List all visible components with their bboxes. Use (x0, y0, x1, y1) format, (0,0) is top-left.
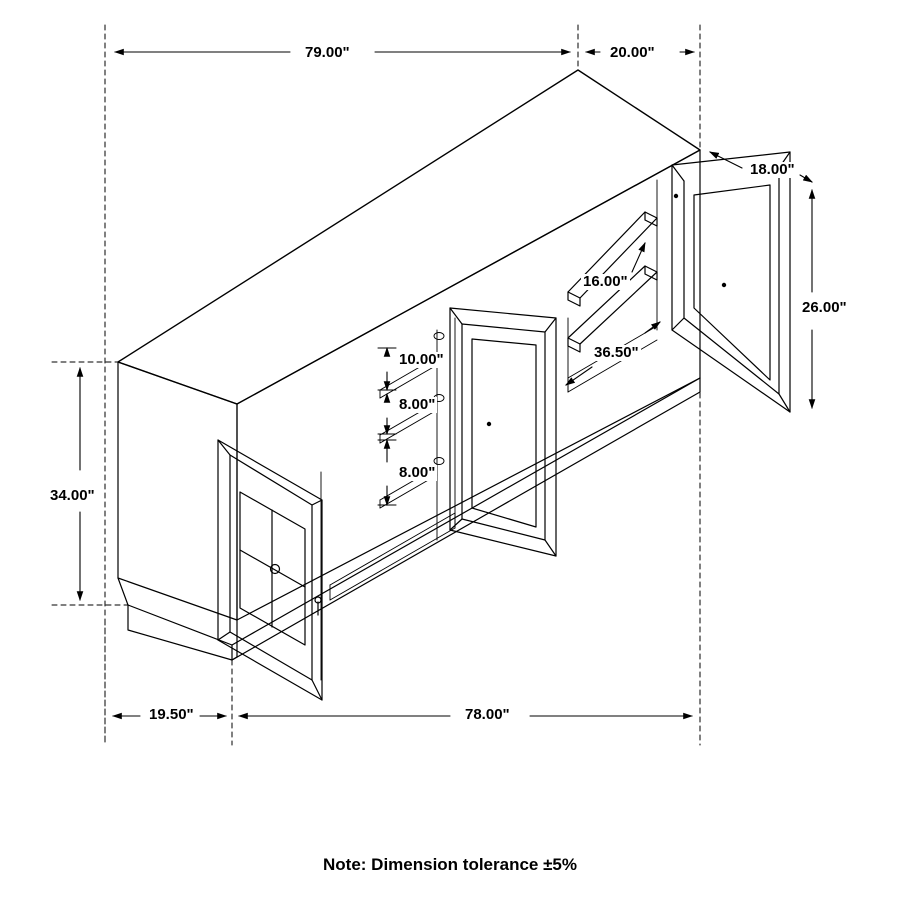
extension-lines (52, 25, 700, 745)
cabinet-plinth (118, 378, 700, 660)
dimension-label-shelf-depth: 16.00" (583, 273, 628, 290)
center-door-open (450, 308, 556, 556)
dimension-lines (80, 52, 812, 716)
cabinet-left-side (118, 362, 237, 620)
dimension-label-opening-mid: 8.00" (399, 396, 436, 413)
dimension-label-top-width: 79.00" (305, 44, 350, 61)
dimension-label-door-width: 18.00" (750, 161, 795, 178)
cabinet-front-face (237, 150, 700, 620)
dimension-label-opening-bottom: 8.00" (399, 464, 436, 481)
left-door-open (218, 440, 322, 700)
interior-floor-rail (330, 326, 657, 600)
right-door-open (672, 152, 790, 412)
dimension-label-compartment-width: 36.50" (594, 344, 639, 361)
center-compartment-shelves (380, 357, 437, 508)
dimension-label-total-height: 34.00" (50, 487, 95, 504)
dimension-label-opening-top: 10.00" (399, 351, 444, 368)
cabinet-interior-back (321, 180, 657, 680)
dimension-label-base-offset: 19.50" (149, 706, 194, 723)
dimension-label-top-depth: 20.00" (610, 44, 655, 61)
tolerance-note: Note: Dimension tolerance ±5% (323, 855, 577, 874)
dimension-label-base-width: 78.00" (465, 706, 510, 723)
dimension-label-door-height: 26.00" (802, 299, 847, 316)
